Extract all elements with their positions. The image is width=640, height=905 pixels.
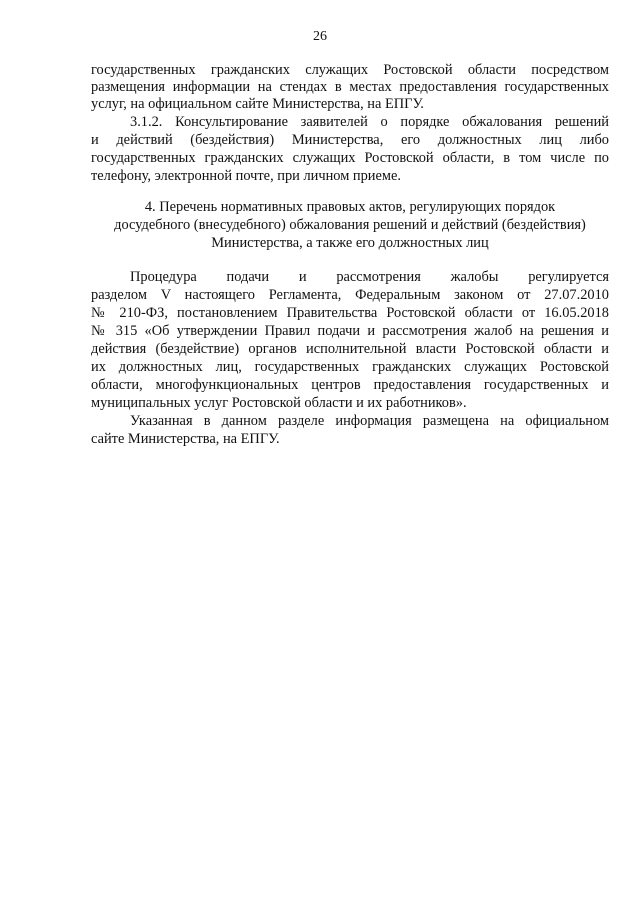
text-line: телефону, электронной почте, при личном приеме. [91,168,401,184]
text-line: № 315 «Об утверждении Правил подачи и рассмотрения жалоб на решения и [91,323,609,339]
text-line: действия (бездействие) органов исполнительной власти Ростовской области и [91,341,609,357]
text-line: услуг, на официальном сайте Министерства, на ЕПГУ. [91,96,424,112]
text-line: сайте Министерства, на ЕПГУ. [91,431,280,447]
heading-line: 4. Перечень нормативных правовых актов, регулирующих порядок [144,199,556,215]
text-line: области, многофункциональных центров предоставления государственных и [91,377,609,393]
text-line: разделом V настоящего Регламента, Федеральным законом от 27.07.2010 [91,287,609,303]
text-line: и действий (бездействия) Министерства, его должностных лиц либо [91,132,609,148]
text-line: размещения информации на стендах в местах предоставления государственных [91,79,609,95]
text-line: их должностных лиц, государственных гражданских служащих Ростовской [91,359,609,375]
text-line: 3.1.2. Консультирование заявителей о порядке обжалования решений [130,114,609,130]
text-line: № 210-ФЗ, постановлением Правительства Ростовской области от 16.05.2018 [91,305,609,321]
text-line: Процедура подачи и рассмотрения жалобы регулируется [130,269,609,285]
heading-line: Министерства, а также его должностных лиц [211,235,489,251]
page-number: 26 [313,29,327,44]
text-line: государственных гражданских служащих Ростовской области, в том числе по [91,150,609,166]
text-line: государственных гражданских служащих Ростовской области посредством [91,62,609,78]
text-line: муниципальных услуг Ростовской области и их работников». [91,395,467,411]
text-line: Указанная в данном разделе информация размещена на официальном [130,413,609,429]
heading-line: досудебного (внесудебного) обжалования решений и действий (бездействия) [114,217,586,233]
